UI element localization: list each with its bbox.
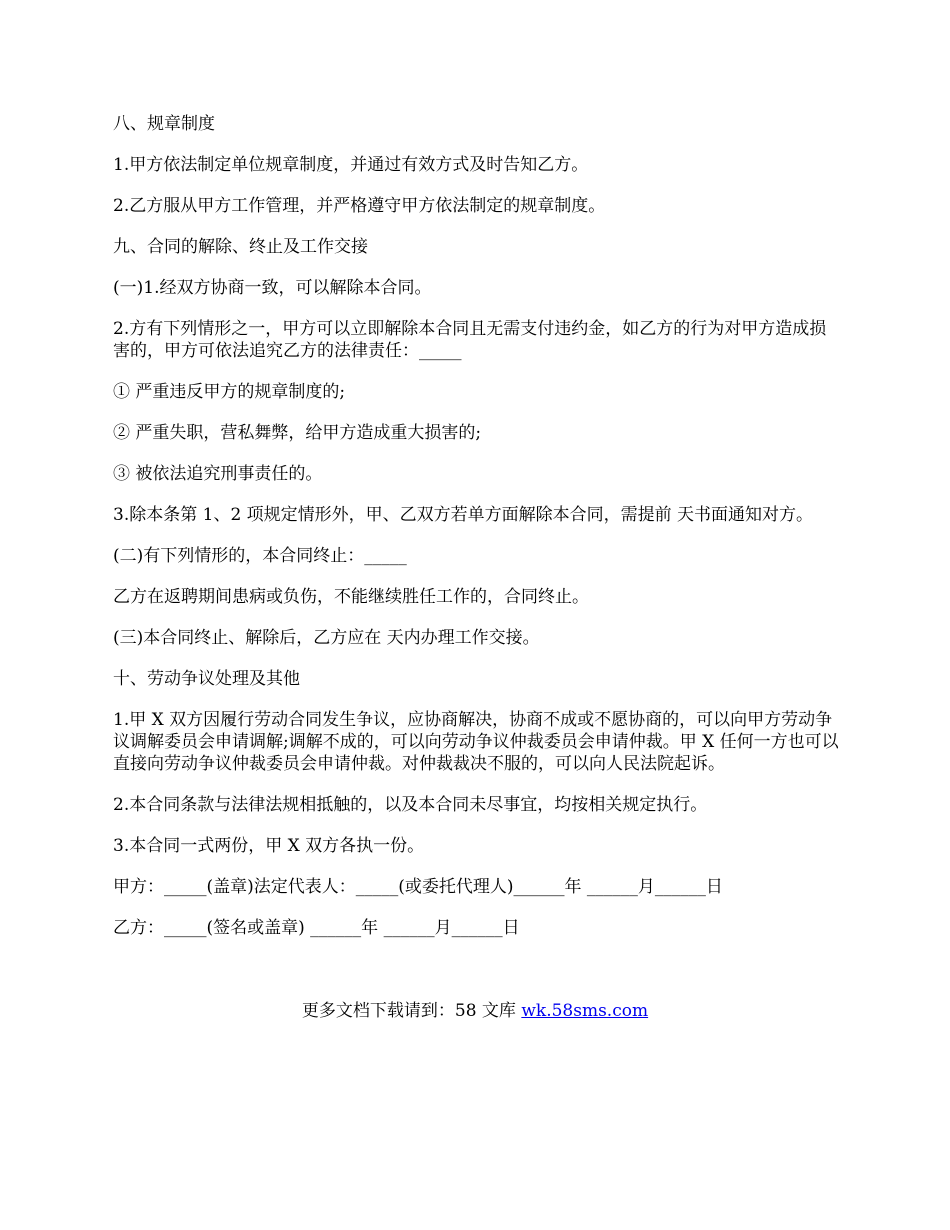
clause-paragraph: 1.甲方依法制定单位规章制度，并通过有效方式及时告知乙方。 — [113, 155, 589, 175]
section-heading-termination: 九、合同的解除、终止及工作交接 — [113, 237, 368, 257]
clause-paragraph: (三)本合同终止、解除后，乙方应在 天内办理工作交接。 — [113, 628, 540, 648]
footer-text: 更多文档下载请到：58 文库 — [301, 1001, 522, 1021]
clause-paragraph: (一)1.经双方协商一致，可以解除本合同。 — [113, 278, 432, 298]
document-body — [113, 113, 843, 958]
clause-paragraph: 2.乙方服从甲方工作管理，并严格遵守甲方依法制定的规章制度。 — [113, 196, 606, 216]
clause-paragraph: 3.本合同一式两份，甲 X 双方各执一份。 — [113, 836, 425, 856]
clause-paragraph: (二)有下列情形的，本合同终止：_____ — [113, 546, 407, 566]
clause-paragraph: 3.除本条第 1、2 项规定情形外，甲、乙双方若单方面解除本合同，需提前 天书面通知对方。 — [113, 505, 814, 525]
clause-paragraph: 乙方在返聘期间患病或负伤，不能继续胜任工作的，合同终止。 — [113, 587, 589, 607]
clause-paragraph: 2.方有下列情形之一，甲方可以立即解除本合同且无需支付违约金，如乙方的行为对甲方造成损害的，甲方可依法追究乙方的法律责任：_____ — [113, 319, 827, 361]
clause-paragraph: 2.本合同条款与法律法规相抵触的，以及本合同未尽事宜，均按相关规定执行。 — [113, 795, 708, 815]
section-heading-disputes: 十、劳动争议处理及其他 — [113, 669, 300, 689]
footer-link[interactable]: wk.58sms.com — [521, 1001, 649, 1021]
section-heading-rules: 八、规章制度 — [113, 114, 215, 134]
list-item: ① 严重违反甲方的规章制度的; — [113, 382, 346, 402]
list-item: ② 严重失职，营私舞弊，给甲方造成重大损害的; — [113, 423, 482, 443]
signature-line-party-b: 乙方：_____(签名或盖章) ______年 ______月______日 — [113, 918, 520, 938]
clause-paragraph: 1.甲 X 双方因履行劳动合同发生争议，应协商解决，协商不成或不愿协商的，可以向甲方劳动争议调解委员会申请调解;调解不成的，可以向劳动争议仲裁委员会申请仲裁。甲 X 任何一方也可以直接向劳动争议仲裁委员会申请仲裁。对仲裁裁决不服的，可以向人民法院起诉。 — [113, 710, 839, 774]
signature-line-party-a: 甲方：_____(盖章)法定代表人：_____(或委托代理人)______年 ______月______日 — [113, 877, 723, 897]
footer — [0, 1000, 950, 1022]
list-item: ③ 被依法追究刑事责任的。 — [113, 464, 323, 484]
